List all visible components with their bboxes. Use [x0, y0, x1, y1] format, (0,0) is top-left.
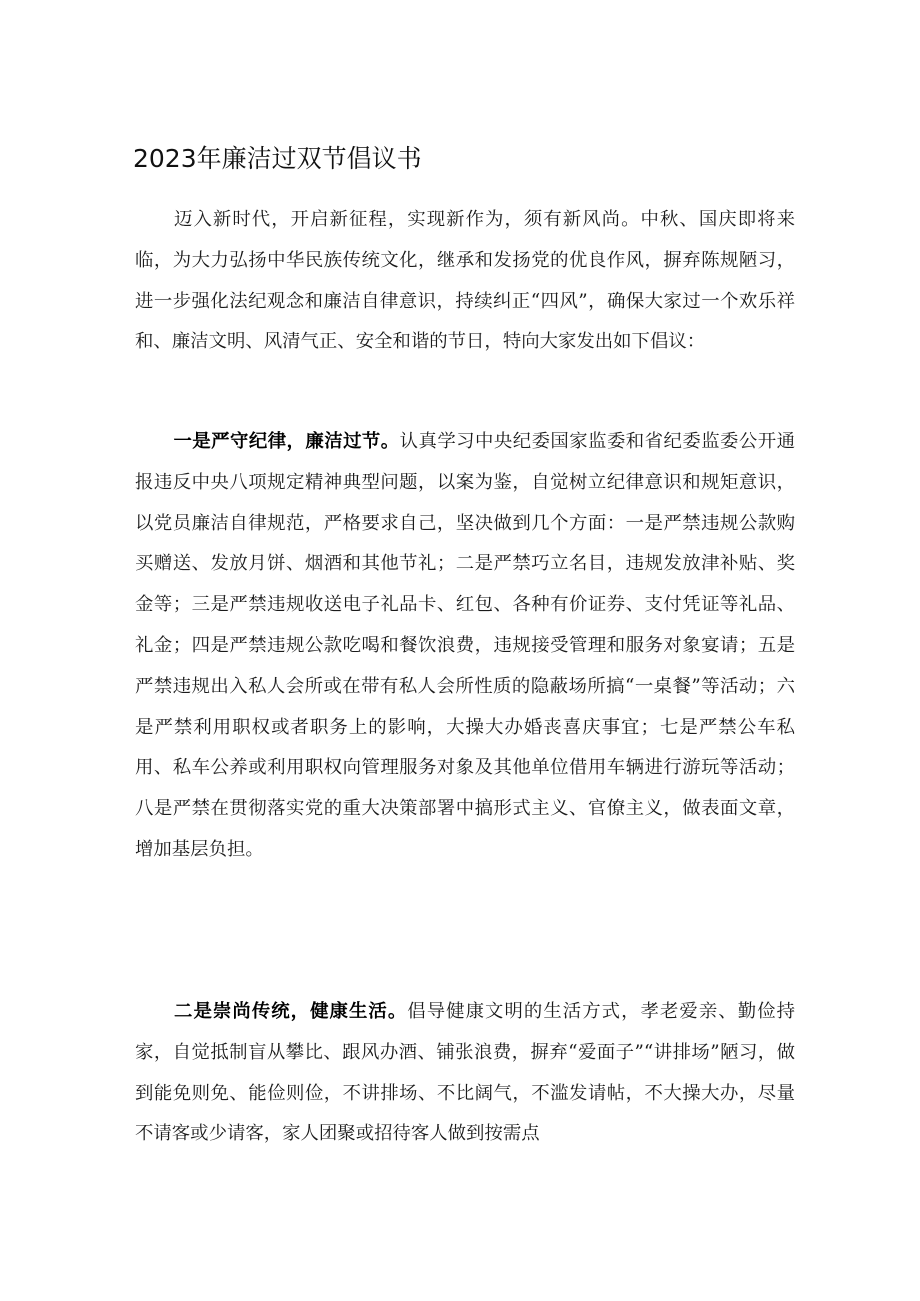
document-title: 2023年廉洁过双节倡议书 [133, 144, 422, 173]
section-lead: 二是崇尚传统，健康生活。 [173, 1001, 408, 1022]
section-paragraph [135, 422, 795, 871]
intro-paragraph [135, 200, 795, 363]
intro-text: 迈入新时代，开启新征程，实现新作为，须有新风尚。中秋、国庆即将来临，为大力弘扬中华民族传统文化，继承和发扬党的优良作风，摒弃陈规陋习，进一步强化法纪观念和廉洁自律意识，持续纠正“四风”，确保大家过一个欢乐祥和、廉洁文明、风清气正、安全和谐的节日，特向大家发出如下倡议： [135, 209, 795, 353]
section-body: 倡导健康文明的生活方式，孝老爱亲、勤俭持家，自觉抵制盲从攀比、跟风办酒、铺张浪费，摒弃“爱面子”“讲排场”陋习，做到能免则免、能俭则俭，不讲排场、不比阔气，不滥发请帖，不大操大办，尽量不请客或少请客，家人团聚或招待客人做到按需点 [135, 1001, 795, 1145]
section-lead: 一是严守纪律，廉洁过节。 [173, 431, 400, 452]
section-paragraph [135, 992, 795, 1155]
section-body: 认真学习中央纪委国家监委和省纪委监委公开通报违反中央八项规定精神典型问题，以案为鉴，自觉树立纪律意识和规矩意识，以党员廉洁自律规范，严格要求自己，坚决做到几个方面：一是严禁违规公款购买赠送、发放月饼、烟酒和其他节礼；二是严禁巧立名目，违规发放津补贴、奖金等；三是严禁违规收送电子礼品卡、红包、各种有价证券、支付凭证等礼品、礼金；四是严禁违规公款吃喝和餐饮浪费，违规接受管理和服务对象宴请；五是严禁违规出入私人会所或在带有私人会所性质的隐蔽场所搞“一桌餐”等活动；六是严禁利用职权或者职务上的影响，大操大办婚丧喜庆事宜；七是严禁公车私用、私车公养或利用职权向管理服务对象及其他单位借用车辆进行游玩等活动；八是严禁在贯彻落实党的重大决策部署中搞形式主义、官僚主义，做表面文章，增加基层负担。 [135, 431, 795, 860]
